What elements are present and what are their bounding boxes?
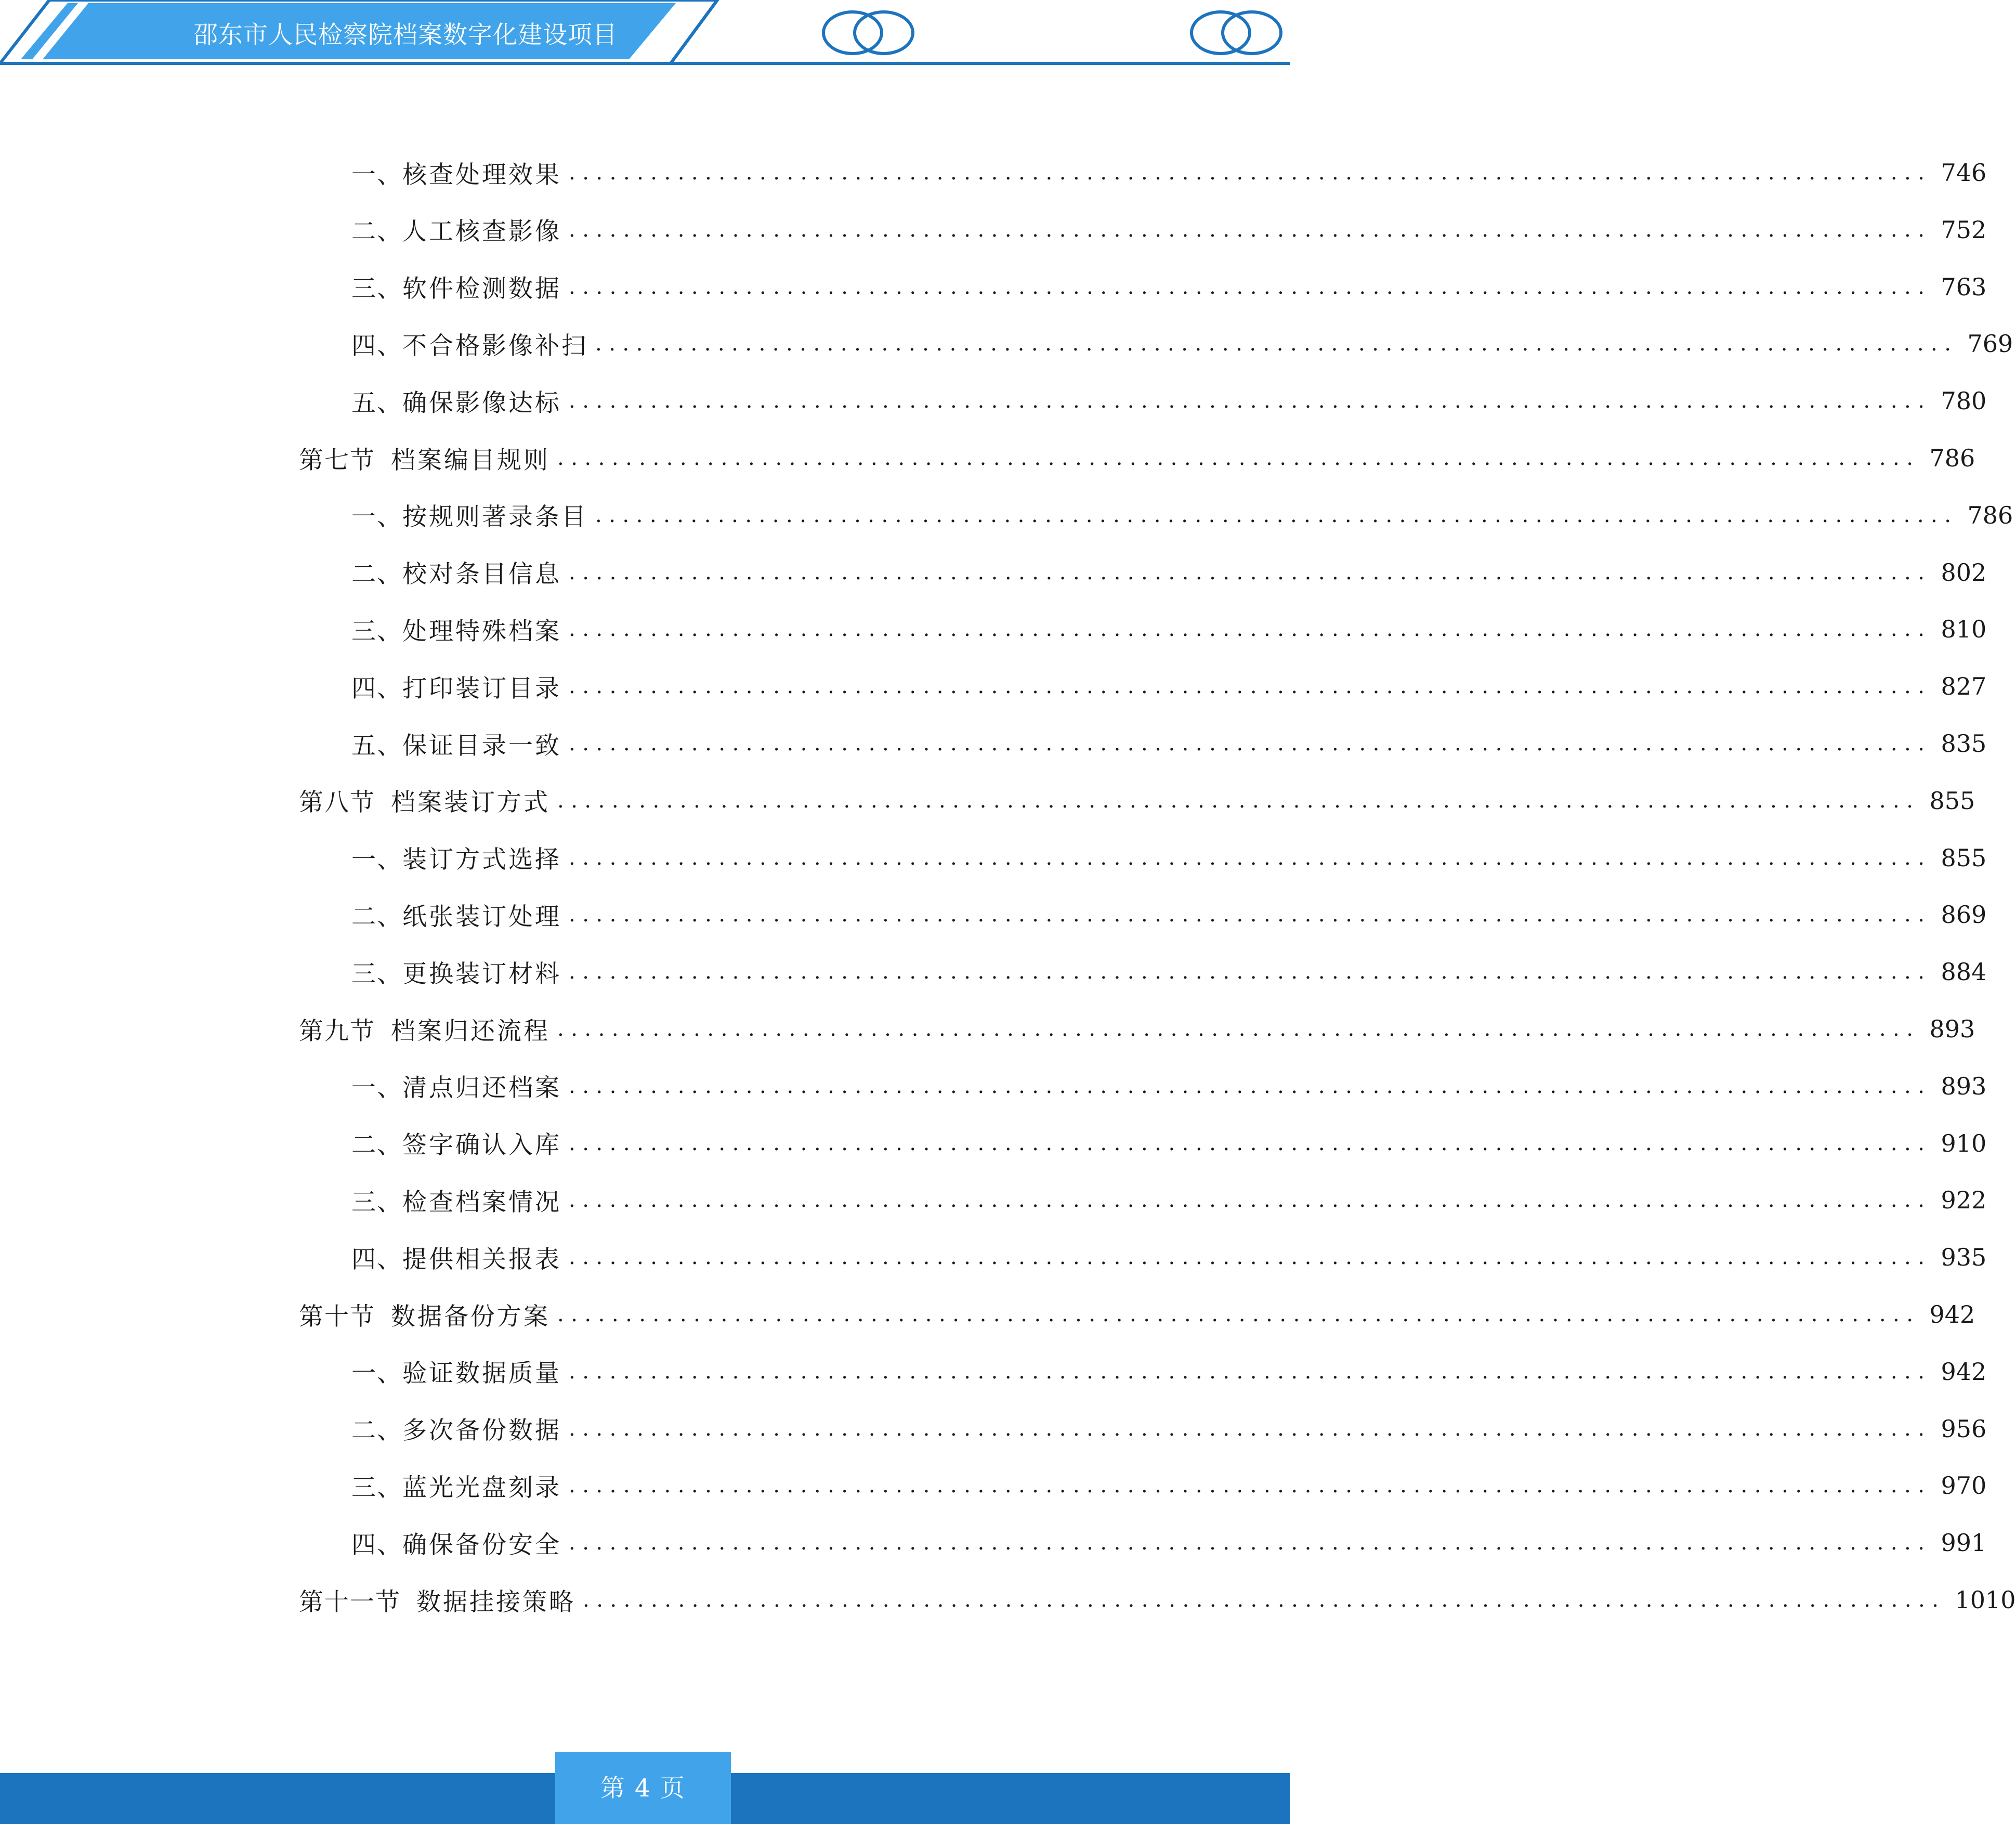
toc-entry-title: 校对条目信息 xyxy=(402,560,561,589)
toc-entry-title: 确保备份安全 xyxy=(402,1530,561,1559)
toc-entry-title: 档案归还流程 xyxy=(391,1017,550,1046)
toc-dot-leader: .................................................................................................... xyxy=(569,674,1932,699)
toc-entry-page: 827 xyxy=(1941,672,1987,701)
toc-entry-number: 三、 xyxy=(351,1188,402,1217)
toc-dot-leader: .................................................................................................... xyxy=(569,845,1932,870)
toc-dot-leader: .................................................................................................... xyxy=(557,1302,1920,1326)
toc-entry-page: 910 xyxy=(1941,1129,1987,1157)
toc-dot-leader: .................................................................................................... xyxy=(569,1531,1932,1555)
toc-entry-title: 人工核查影像 xyxy=(402,217,561,246)
toc-entry-title: 提供相关报表 xyxy=(402,1245,561,1274)
toc-dot-leader: .................................................................................................... xyxy=(569,560,1932,584)
toc-entry-title: 处理特殊档案 xyxy=(402,617,561,646)
toc-entry-title: 核查处理效果 xyxy=(402,160,561,189)
toc-entry-number: 第八节 xyxy=(299,788,375,817)
toc-entry-number: 四、 xyxy=(351,1245,402,1274)
toc-entry-title: 检查档案情况 xyxy=(402,1188,561,1217)
toc-entry-title: 蓝光光盘刻录 xyxy=(402,1473,561,1502)
toc-entry-number: 三、 xyxy=(351,275,402,304)
toc-entry-page: 1010 xyxy=(1955,1586,2016,1614)
toc-entry-number: 三、 xyxy=(351,1473,402,1502)
toc-entry-page: 942 xyxy=(1929,1300,1975,1328)
toc-item-entry[interactable] xyxy=(351,951,1987,993)
toc-entry-number: 第九节 xyxy=(299,1017,375,1046)
toc-entry-page: 786 xyxy=(1967,501,2013,529)
toc-dot-leader: .................................................................................................... xyxy=(569,1074,1932,1098)
toc-entry-number: 五、 xyxy=(351,731,402,760)
toc-entry-title: 纸张装订处理 xyxy=(402,902,561,931)
toc-item-entry[interactable] xyxy=(351,837,1987,879)
toc-entry-title: 签字确认入库 xyxy=(402,1131,561,1160)
toc-entry-page: 769 xyxy=(1967,330,2013,358)
toc-section-entry[interactable] xyxy=(299,1294,1975,1335)
toc-dot-leader: .................................................................................................... xyxy=(569,903,1932,927)
toc-entry-number: 二、 xyxy=(351,1416,402,1445)
toc-dot-leader: .................................................................................................... xyxy=(569,161,1932,185)
toc-item-entry[interactable] xyxy=(351,666,1987,707)
toc-entry-page: 763 xyxy=(1941,272,1987,301)
toc-dot-leader: .................................................................................................... xyxy=(569,1359,1932,1384)
toc-dot-leader: .................................................................................................... xyxy=(557,446,1920,470)
header-right-slash xyxy=(671,0,717,63)
toc-dot-leader: .................................................................................................... xyxy=(583,1588,1946,1612)
double-ring-icon xyxy=(1192,12,1281,54)
toc-dot-leader: .................................................................................................... xyxy=(569,1474,1932,1498)
toc-entry-page: 810 xyxy=(1941,615,1987,644)
toc-entry-page: 869 xyxy=(1941,901,1987,929)
toc-entry-number: 二、 xyxy=(351,902,402,931)
toc-item-entry[interactable] xyxy=(351,209,1987,251)
toc-item-entry[interactable] xyxy=(351,1179,1987,1221)
toc-entry-number: 第十一节 xyxy=(299,1587,401,1617)
toc-entry-title: 不合格影像补扫 xyxy=(402,331,588,360)
toc-item-entry[interactable] xyxy=(351,1065,1987,1107)
toc-item-entry[interactable] xyxy=(351,323,2013,364)
toc-entry-title: 确保影像达标 xyxy=(402,388,561,418)
toc-entry-number: 一、 xyxy=(351,160,402,189)
toc-entry-page: 893 xyxy=(1929,1015,1975,1043)
toc-entry-title: 装订方式选择 xyxy=(402,845,561,875)
toc-entry-page: 991 xyxy=(1941,1529,1987,1557)
toc-entry-page: 922 xyxy=(1941,1186,1987,1215)
toc-dot-leader: .................................................................................................... xyxy=(569,1416,1932,1441)
toc-section-entry[interactable] xyxy=(299,437,1975,479)
toc-entry-page: 970 xyxy=(1941,1471,1987,1500)
toc-item-entry[interactable] xyxy=(351,552,1987,593)
toc-dot-leader: .................................................................................................... xyxy=(595,332,1958,356)
toc-entry-number: 二、 xyxy=(351,560,402,589)
toc-entry-page: 935 xyxy=(1941,1243,1987,1272)
toc-entry-page: 942 xyxy=(1941,1357,1987,1386)
toc-entry-number: 二、 xyxy=(351,1131,402,1160)
toc-entry-page: 746 xyxy=(1941,159,1987,187)
toc-item-entry[interactable] xyxy=(351,1522,1987,1564)
toc-entry-number: 一、 xyxy=(351,1359,402,1388)
toc-item-entry[interactable] xyxy=(351,894,1987,935)
toc-item-entry[interactable] xyxy=(351,1123,1987,1164)
toc-entry-number: 一、 xyxy=(351,1074,402,1103)
toc-entry-page: 835 xyxy=(1941,729,1987,758)
double-ring-icon xyxy=(823,12,913,54)
toc-entry-title: 打印装订目录 xyxy=(402,674,561,703)
toc-entry-number: 四、 xyxy=(351,1530,402,1559)
toc-section-entry[interactable] xyxy=(299,1008,1975,1050)
toc-item-entry[interactable] xyxy=(351,1465,1987,1506)
header-title: 邵东市人民检察院档案数字化建设项目 xyxy=(193,21,618,49)
toc-dot-leader: .................................................................................................... xyxy=(569,617,1932,642)
toc-entry-page: 802 xyxy=(1941,558,1987,587)
toc-item-entry[interactable] xyxy=(351,380,1987,422)
toc-dot-leader: .................................................................................................... xyxy=(569,1245,1932,1270)
toc-entry-title: 数据挂接策略 xyxy=(416,1587,575,1617)
toc-dot-leader: .................................................................................................... xyxy=(569,1188,1932,1213)
toc-entry-number: 四、 xyxy=(351,331,402,360)
toc-entry-title: 档案编目规则 xyxy=(391,446,550,475)
toc-dot-leader: .................................................................................................... xyxy=(595,503,1958,527)
toc-entry-title: 验证数据质量 xyxy=(402,1359,561,1388)
toc-entry-number: 三、 xyxy=(351,959,402,988)
toc-dot-leader: .................................................................................................... xyxy=(557,1017,1920,1041)
toc-entry-title: 更换装订材料 xyxy=(402,959,561,988)
toc-entry-number: 一、 xyxy=(351,503,402,532)
toc-entry-page: 752 xyxy=(1941,215,1987,244)
toc-entry-page: 855 xyxy=(1941,843,1987,872)
toc-entry-page: 780 xyxy=(1941,387,1987,415)
toc-entry-page: 956 xyxy=(1941,1414,1987,1443)
toc-item-entry[interactable] xyxy=(351,494,2013,536)
toc-dot-leader: .................................................................................................... xyxy=(557,788,1920,813)
toc-item-entry[interactable] xyxy=(351,723,1987,764)
toc-entry-title: 多次备份数据 xyxy=(402,1416,561,1445)
toc-item-entry[interactable] xyxy=(351,608,1987,650)
toc-entry-page: 786 xyxy=(1929,444,1975,472)
toc-item-entry[interactable] xyxy=(351,1236,1987,1278)
toc-entry-number: 第七节 xyxy=(299,446,375,475)
toc-entry-number: 一、 xyxy=(351,845,402,875)
toc-entry-title: 档案装订方式 xyxy=(391,788,550,817)
toc-entry-title: 数据备份方案 xyxy=(391,1302,550,1331)
page-number: 第 4 页 xyxy=(600,1774,686,1803)
toc-dot-leader: .................................................................................................... xyxy=(569,1131,1932,1155)
toc-item-entry[interactable] xyxy=(351,1351,1987,1392)
toc-section-entry[interactable] xyxy=(299,780,1975,822)
toc-entry-title: 保证目录一致 xyxy=(402,731,561,760)
toc-entry-number: 四、 xyxy=(351,674,402,703)
toc-entry-page: 855 xyxy=(1929,786,1975,815)
toc-item-entry[interactable] xyxy=(351,152,1987,193)
toc-entry-number: 五、 xyxy=(351,388,402,418)
toc-dot-leader: .................................................................................................... xyxy=(569,275,1932,299)
toc-item-entry[interactable] xyxy=(351,1408,1987,1450)
toc-entry-title: 按规则著录条目 xyxy=(402,503,588,532)
toc-entry-title: 软件检测数据 xyxy=(402,275,561,304)
toc-entry-number: 三、 xyxy=(351,617,402,646)
toc-dot-leader: .................................................................................................... xyxy=(569,389,1932,413)
toc-entry-page: 884 xyxy=(1941,958,1987,986)
toc-entry-title: 清点归还档案 xyxy=(402,1074,561,1103)
toc-entry-number: 第十节 xyxy=(299,1302,375,1331)
toc-dot-leader: .................................................................................................... xyxy=(569,217,1932,242)
toc-section-entry[interactable] xyxy=(299,1579,2016,1621)
toc-item-entry[interactable] xyxy=(351,266,1987,308)
toc-entry-page: 893 xyxy=(1941,1072,1987,1100)
toc-entry-number: 二、 xyxy=(351,217,402,246)
toc-dot-leader: .................................................................................................... xyxy=(569,960,1932,984)
toc-dot-leader: .................................................................................................... xyxy=(569,732,1932,755)
